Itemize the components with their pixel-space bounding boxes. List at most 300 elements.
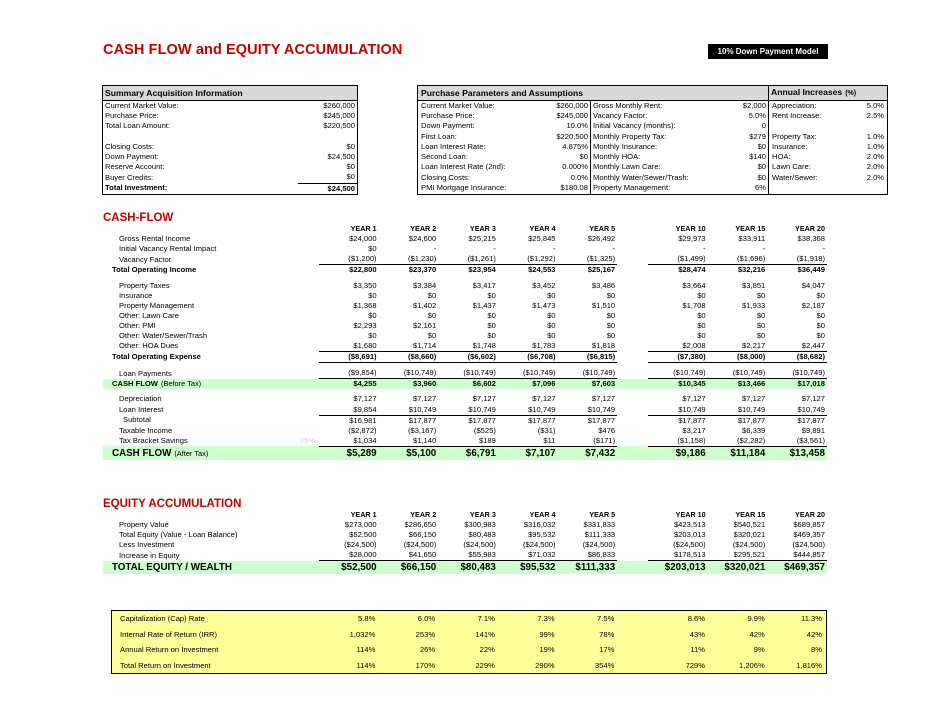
cell-value: $1,402: [413, 300, 437, 310]
cell-value: $7,127: [682, 394, 706, 404]
gap: [617, 311, 648, 321]
tax-bracket: [278, 379, 319, 390]
gap: [617, 301, 648, 311]
cell-value: -: [552, 244, 556, 254]
ratio-label: Annual Return on Investment: [120, 645, 219, 654]
cell-value: ($10,749): [438, 368, 498, 379]
ratio-value: 170%: [415, 660, 436, 670]
blank: [278, 510, 319, 520]
cell-value: -: [612, 244, 616, 254]
ratio-value: 7.1%: [477, 614, 495, 623]
cell-value: $17,877: [528, 415, 556, 425]
cell-value: $7,127: [532, 394, 556, 404]
param-value: $0: [757, 141, 767, 151]
gap: [617, 550, 648, 561]
table-row: [103, 405, 827, 416]
cell-value: $33,911: [738, 234, 766, 244]
table-row: [103, 341, 827, 352]
cell-value: $3,486: [591, 280, 616, 290]
returns-table: [111, 610, 827, 674]
tax-bracket: [278, 540, 319, 550]
row-label-text: CASH FLOW: [112, 447, 172, 459]
cell-value: $24,600: [408, 234, 437, 244]
cell-value: $0: [606, 320, 616, 330]
increase-label: [769, 183, 833, 194]
cell-value: $0: [816, 330, 825, 340]
row-label: [103, 368, 278, 379]
row-label-text: TOTAL EQUITY / WEALTH: [112, 562, 232, 574]
tax-bracket: [278, 291, 319, 301]
param-label: Monthly Insurance:: [591, 142, 726, 152]
cell-value: ($6,602): [438, 352, 498, 363]
acq-label: Total Loan Amount:: [103, 121, 298, 131]
tax-bracket: [278, 244, 319, 254]
param-label: Down Payment:: [418, 121, 553, 131]
row-label: [103, 254, 278, 265]
cell-value: $10,749: [558, 405, 618, 416]
row-label: [103, 311, 278, 321]
cell-value: $0: [368, 244, 377, 254]
row-label: [103, 291, 278, 301]
table-row: [103, 331, 827, 341]
tax-bracket: [278, 341, 319, 352]
cell-value: $1,680: [319, 341, 379, 352]
row-label-text: Total Equity (Value - Loan Balance): [119, 530, 238, 540]
acq-label: Down Payment:: [103, 152, 298, 162]
cell-value: $189: [438, 436, 498, 447]
increase-label: Water/Sewer:: [769, 172, 833, 183]
gap: [617, 254, 648, 265]
acq-label: Buyer Credits:: [103, 172, 298, 183]
row-label-text: Total Operating Income: [112, 265, 197, 275]
param-label: PMI Mortgage Insurance:: [418, 183, 553, 194]
cell-value: $0: [756, 290, 766, 300]
gap: [617, 520, 648, 530]
cell-value: $17,877: [468, 415, 496, 425]
row-label: [103, 446, 278, 460]
table-row: [103, 530, 827, 540]
cell-value: ($8,660): [379, 352, 439, 363]
cell-value: $0: [697, 330, 706, 340]
cell-value: $0: [606, 310, 616, 320]
gap: [358, 101, 418, 112]
param-label: Purchase Price:: [418, 111, 553, 121]
ratio-value: 11%: [690, 645, 705, 654]
gap: [358, 86, 418, 101]
cell-value: $0: [368, 290, 377, 300]
cell-value: ($1,261): [438, 254, 498, 265]
cell-value: $52,500: [349, 530, 377, 540]
increase-label: [769, 121, 833, 131]
cell-value: $273,000: [344, 520, 377, 530]
cell-value: $66,150: [408, 530, 437, 540]
increase-label: Rent Increase:: [769, 111, 833, 121]
cell-value: $7,432: [558, 446, 618, 460]
year-header: YEAR 10: [675, 510, 706, 520]
cell-value: ($1,918): [767, 254, 827, 265]
cell-value: $1,748: [438, 341, 498, 352]
cell-value: $7,127: [353, 394, 377, 404]
cell-value: $320,021: [733, 530, 766, 540]
ratio-value: 114%: [356, 645, 376, 654]
cell-value: $111,333: [584, 530, 616, 540]
cell-value: $2,217: [708, 341, 768, 352]
year-header: YEAR 5: [589, 510, 616, 520]
cell-value: $5,289: [319, 446, 379, 460]
cell-value: $25,167: [587, 265, 616, 275]
gap: [617, 510, 648, 520]
cell-value: $2,161: [413, 320, 437, 330]
cell-value: $4,047: [801, 280, 825, 290]
cell-value: $10,749: [379, 405, 439, 416]
gap: [617, 379, 648, 390]
table-row: [103, 436, 827, 447]
ratio-label: Capitalization (Cap) Rate: [120, 614, 205, 623]
tax-bracket: [278, 301, 319, 311]
cashflow-title: CASH-FLOW: [103, 212, 174, 224]
acq-label: Current Market Value:: [103, 101, 298, 112]
tax-bracket: [278, 368, 319, 379]
tax-bracket: [278, 234, 319, 244]
ratio-value: 290%: [535, 660, 555, 670]
param-label: Second Loan:: [418, 152, 553, 162]
cell-value: $17,877: [408, 415, 437, 425]
cell-value: $38,368: [797, 234, 825, 244]
cell-value: ($10,749): [498, 368, 558, 379]
table-row: [103, 301, 827, 311]
cell-value: $286,650: [404, 520, 437, 530]
table-row: [103, 379, 827, 390]
table-row: [103, 321, 827, 331]
cell-value: ($24,500): [463, 540, 496, 550]
cell-value: $0: [697, 290, 706, 300]
row-label-text: Other: Lawn Care: [119, 310, 179, 320]
blank: [278, 224, 319, 234]
row-label-text: Loan Payments: [119, 368, 172, 378]
param-value: 0.0%: [570, 172, 588, 182]
cell-value: ($8,682): [767, 352, 827, 363]
increase-value: 2.5%: [833, 111, 888, 121]
gap: [618, 611, 649, 627]
ratio-value: 8.6%: [687, 614, 705, 623]
cell-value: $10,749: [648, 405, 708, 416]
cell-value: ($1,696): [708, 254, 768, 265]
cell-value: $3,664: [682, 280, 706, 290]
gap: [358, 152, 418, 162]
cell-value: $2,187: [801, 300, 825, 310]
cell-value: $111,333: [558, 561, 618, 575]
cell-value: ($6,708): [498, 352, 558, 363]
table-row: [103, 561, 827, 575]
gap: [617, 561, 648, 575]
row-label-text: Property Management: [119, 300, 195, 310]
table-row: [103, 291, 827, 301]
cell-value: $17,018: [767, 379, 827, 390]
row-label: [103, 341, 278, 352]
cell-value: $469,357: [767, 561, 827, 575]
acq-value: [298, 132, 358, 142]
param-label: Monthly Property Tax:: [591, 132, 726, 142]
cell-value: ($1,499): [648, 254, 708, 265]
row-label: [103, 540, 278, 550]
row-label: [103, 321, 278, 331]
cell-value: $178,513: [648, 550, 708, 561]
cell-value: ($2,872): [348, 425, 377, 435]
summary-table: [102, 85, 888, 195]
cell-value: $0: [816, 310, 825, 320]
ratio-value: 253%: [415, 629, 436, 639]
cell-value: $295,521: [708, 550, 768, 561]
gap: [358, 132, 418, 142]
increase-value: 1.0%: [833, 132, 888, 142]
cell-value: $1,714: [379, 341, 439, 352]
tax-bracket: [278, 446, 319, 460]
cell-value: $3,960: [379, 379, 439, 390]
row-label: [103, 520, 278, 530]
cell-value: $23,954: [468, 265, 496, 275]
param-value: $279: [749, 131, 767, 141]
row-label-text: Property Value: [119, 520, 169, 530]
increase-value: [833, 121, 888, 131]
cell-value: $1,140: [379, 436, 439, 447]
cell-value: $1,783: [498, 341, 558, 352]
cell-value: $80,483: [438, 561, 498, 575]
param-label: Loan Interest Rate:: [418, 142, 553, 152]
row-label-text: Vacancy Factor: [119, 254, 172, 264]
row-label-text: Other: HOA Dues: [119, 341, 179, 351]
acq-label: Purchase Price:: [103, 111, 298, 121]
row-label-text: Gross Rental Income: [119, 234, 191, 244]
cell-value: $1,437: [472, 300, 496, 310]
cell-value: $320,021: [708, 561, 768, 575]
gap: [617, 436, 648, 447]
cell-value: $23,370: [408, 265, 437, 275]
cell-value: $28,474: [678, 265, 706, 275]
param-value: 0: [761, 121, 767, 131]
tax-bracket: [278, 561, 319, 575]
blank: [278, 658, 319, 674]
cell-value: $0: [606, 290, 616, 300]
blank: [103, 510, 278, 520]
cell-value: $7,603: [558, 379, 618, 390]
table-row: [103, 234, 827, 244]
param-value: 0.000%: [562, 162, 588, 172]
cell-value: $36,449: [797, 265, 825, 275]
ratio-value: 1,206%: [738, 660, 765, 670]
ratio-row: [112, 627, 827, 643]
year-header: YEAR 2: [410, 510, 437, 520]
ratio-value: 17%: [599, 645, 615, 654]
param-label: Property Management:: [591, 183, 726, 194]
cell-value: $0: [547, 310, 556, 320]
table-row: [103, 352, 827, 363]
cell-value: $86,833: [558, 550, 618, 561]
param-label: Gross Monthly Rent:: [591, 101, 726, 112]
gap: [617, 446, 648, 460]
gap: [617, 341, 648, 352]
row-label: [103, 244, 278, 254]
cell-value: ($9,854): [319, 368, 379, 379]
row-label-text: Depreciation: [119, 394, 162, 404]
row-label-text: Property Taxes: [119, 280, 170, 290]
row-label: [103, 436, 278, 447]
year-header: YEAR 1: [350, 510, 377, 520]
gap: [358, 142, 418, 152]
param-label: First Loan:: [418, 132, 553, 142]
row-label-text: Other: PMI: [119, 320, 156, 330]
cell-value: ($24,500): [523, 540, 556, 550]
summary-row: [103, 111, 888, 121]
gap: [617, 394, 648, 404]
cell-value: $22,800: [349, 265, 377, 275]
param-label: Loan Interest Rate (2nd):: [418, 162, 553, 172]
cell-value: $4,255: [319, 379, 379, 390]
cell-value: ($24,500): [344, 540, 377, 550]
ratio-value: 22%: [479, 645, 495, 654]
cell-value: $11: [498, 436, 558, 447]
cell-value: $10,749: [767, 405, 827, 416]
cell-value: $0: [756, 310, 766, 320]
cell-value: $423,513: [673, 520, 706, 530]
gap: [617, 321, 648, 331]
cell-value: $0: [816, 320, 825, 330]
cell-value: ($10,749): [708, 368, 768, 379]
tax-bracket: [278, 265, 319, 276]
gap: [618, 642, 649, 658]
cell-value: $469,357: [793, 530, 825, 540]
gap: [617, 352, 648, 363]
ratio-value: 42%: [806, 629, 822, 639]
table-row: [103, 550, 827, 561]
cell-value: $0: [487, 320, 496, 330]
cell-value: $17,877: [678, 415, 706, 425]
increase-value: 1.0%: [833, 142, 888, 152]
row-label-text: Subtotal: [123, 415, 151, 425]
cell-value: -: [703, 244, 706, 254]
acq-value: $24,500: [298, 183, 358, 194]
row-label: [103, 561, 278, 575]
year-header-row: [103, 224, 827, 234]
cell-value: ($8,000): [708, 352, 768, 363]
acq-label: Reserve Account:: [103, 162, 298, 172]
gap: [617, 244, 648, 254]
param-value: $2,000: [742, 101, 767, 111]
ratio-value: 9%: [753, 645, 765, 654]
cell-value: $24,553: [528, 265, 556, 275]
tax-bracket: [278, 530, 319, 540]
gap: [617, 265, 648, 276]
cashflow-table: [103, 224, 827, 460]
gap: [358, 121, 418, 131]
cell-value: $316,032: [523, 520, 556, 530]
cell-value: $0: [547, 330, 556, 340]
tax-bracket: [278, 394, 319, 404]
param-value: 5.0%: [748, 111, 767, 121]
acquisition-heading: Summary Acquisition Information: [103, 86, 358, 101]
gap: [617, 280, 648, 290]
ratio-row: [112, 611, 827, 627]
cell-value: $689,857: [793, 520, 825, 530]
ratio-value: 9.9%: [747, 614, 765, 623]
gap: [617, 224, 648, 234]
cell-value: $80,483: [468, 530, 496, 540]
ratio-value: 7.3%: [537, 614, 555, 623]
cell-value: $3,217: [682, 425, 706, 435]
cell-value: ($1,158): [648, 436, 708, 447]
cell-value: $66,150: [379, 561, 439, 575]
ratio-value: 229%: [475, 660, 495, 670]
summary-row: [103, 101, 888, 112]
tax-bracket: [278, 280, 319, 290]
cell-value: -: [762, 244, 766, 254]
acq-label: Closing Costs:: [103, 142, 298, 152]
gap: [617, 415, 648, 426]
cell-value: $3,452: [532, 280, 556, 290]
cell-value: $55,983: [438, 550, 498, 561]
summary-row: [103, 152, 888, 162]
model-badge: 10% Down Payment Model: [708, 44, 828, 59]
row-label: [103, 265, 278, 276]
cell-value: $0: [368, 330, 377, 340]
param-value: $0: [579, 152, 588, 162]
cell-value: $32,216: [737, 265, 766, 275]
increases-heading-label: Annual Increases: [771, 87, 843, 97]
cell-value: ($171): [558, 436, 618, 447]
cell-value: $29,973: [678, 234, 706, 244]
param-label: Vacancy Factor:: [591, 111, 726, 121]
table-row: [103, 426, 827, 436]
row-label-text: Other: Water/Sewer/Trash: [119, 330, 208, 340]
table-row: [103, 280, 827, 290]
gap: [617, 540, 648, 550]
gap: [617, 234, 648, 244]
param-label: Monthly Lawn Care:: [591, 162, 726, 172]
cell-value: ($1,230): [379, 254, 439, 265]
param-value: $0: [757, 162, 767, 172]
cell-value: $476: [598, 425, 616, 435]
cell-value: $7,107: [498, 446, 558, 460]
param-value: $0: [757, 172, 767, 182]
gap: [358, 111, 418, 121]
gap: [358, 183, 418, 194]
cell-value: ($1,200): [319, 254, 379, 265]
table-row: [103, 244, 827, 254]
increase-value: 2.0%: [833, 162, 888, 172]
gap: [358, 162, 418, 172]
cell-value: $2,447: [767, 341, 827, 352]
row-label-text: Insurance: [119, 290, 153, 300]
ratio-value: 8%: [811, 645, 822, 654]
acq-value: $260,000: [298, 101, 358, 112]
increases-heading-suffix: (%): [845, 90, 857, 97]
increase-value: 2.0%: [833, 172, 888, 183]
cell-value: $0: [487, 290, 496, 300]
param-value: $245,000: [556, 111, 588, 121]
table-row: [103, 265, 827, 276]
year-header: YEAR 4: [529, 224, 556, 234]
ratio-value: 5.8%: [358, 614, 376, 623]
cell-value: ($10,749): [558, 368, 618, 379]
cell-value: $6,791: [438, 446, 498, 460]
year-header: YEAR 15: [735, 510, 766, 520]
blank: [278, 642, 319, 658]
cell-value: $10,749: [438, 405, 498, 416]
cell-value: $1,933: [742, 300, 766, 310]
year-header: YEAR 1: [350, 224, 377, 234]
row-label-text: Tax Bracket Savings: [119, 436, 188, 446]
row-label: [103, 426, 278, 436]
summary-row: [103, 121, 888, 131]
